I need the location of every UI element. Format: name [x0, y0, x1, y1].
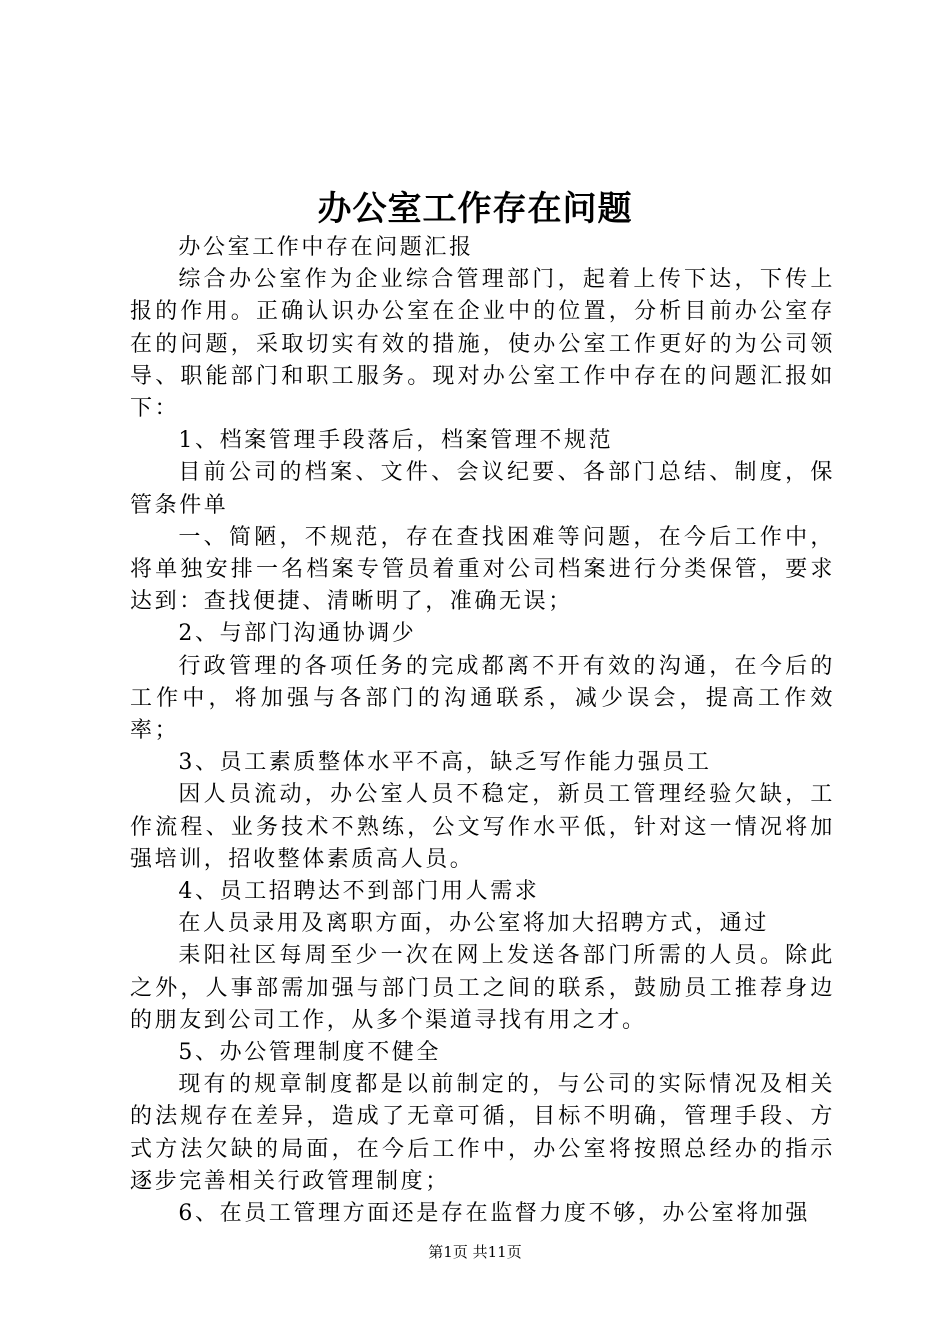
paragraph-item-5-heading: 5、办公管理制度不健全 — [178, 1040, 441, 1066]
document-body — [130, 232, 835, 1230]
paragraph-item-2-heading: 2、与部门沟通协调少 — [178, 621, 417, 647]
paragraph-item-1-heading: 1、档案管理手段落后，档案管理不规范 — [178, 428, 614, 454]
paragraph-item-3-text: 因人员流动，办公室人员不稳定，新员工管理经验欠缺，工作流程、业务技术不熟练，公文写作水平低，针对这一情况将加强培训，招收整体素质高人员。 — [130, 782, 835, 872]
paragraph-item-5-text: 现有的规章制度都是以前制定的，与公司的实际情况及相关的法规存在差异，造成了无章可循，目标不明确，管理手段、方式方法欠缺的局面，在今后工作中，办公室将按照总经办的指示逐步完善相关行政管理制度； — [130, 1072, 835, 1194]
paragraph-intro: 综合办公室作为企业综合管理部门，起着上传下达，下传上报的作用。正确认识办公室在企业中的位置，分析目前办公室存在的问题，采取切实有效的措施，使办公室工作更好的为公司领导、职能部门和职工服务。现对办公室工作中存在的问题汇报如下： — [130, 267, 835, 422]
paragraph-item-3-heading: 3、员工素质整体水平不高，缺乏写作能力强员工 — [178, 750, 712, 776]
paragraph-item-6-heading: 6、在员工管理方面还是存在监督力度不够，办公室将加强 — [178, 1201, 810, 1227]
paragraph-item-4-text: 在人员录用及离职方面，办公室将加大招聘方式，通过 — [178, 911, 769, 937]
paragraph-item-2-text: 行政管理的各项任务的完成都离不开有效的沟通，在今后的工作中，将加强与各部门的沟通联系，减少误会，提高工作效率； — [130, 653, 835, 744]
paragraph-item-4-continued: 耒阳社区每周至少一次在网上发送各部门所需的人员。除此之外，人事部需加强与部门员工之间的联系，鼓励员工推荐身边的朋友到公司工作，从多个渠道寻找有用之才。 — [130, 943, 835, 1033]
document-title: 办公室工作存在问题 — [317, 189, 633, 229]
paragraph-item-4-heading: 4、员工招聘达不到部门用人需求 — [178, 879, 540, 905]
paragraph-item-1-text: 目前公司的档案、文件、会议纪要、各部门总结、制度，保管条件单 — [130, 460, 835, 518]
paragraph-report-heading: 办公室工作中存在问题汇报 — [178, 235, 474, 260]
paragraph-item-1-continued: 一、简陋，不规范，存在查找困难等问题，在今后工作中，将单独安排一名档案专管员着重对公司档案进行分类保管，要求达到：查找便捷、清晰明了，准确无误； — [130, 524, 835, 615]
page-number-footer: 第1页 共11页 — [428, 1243, 522, 1261]
